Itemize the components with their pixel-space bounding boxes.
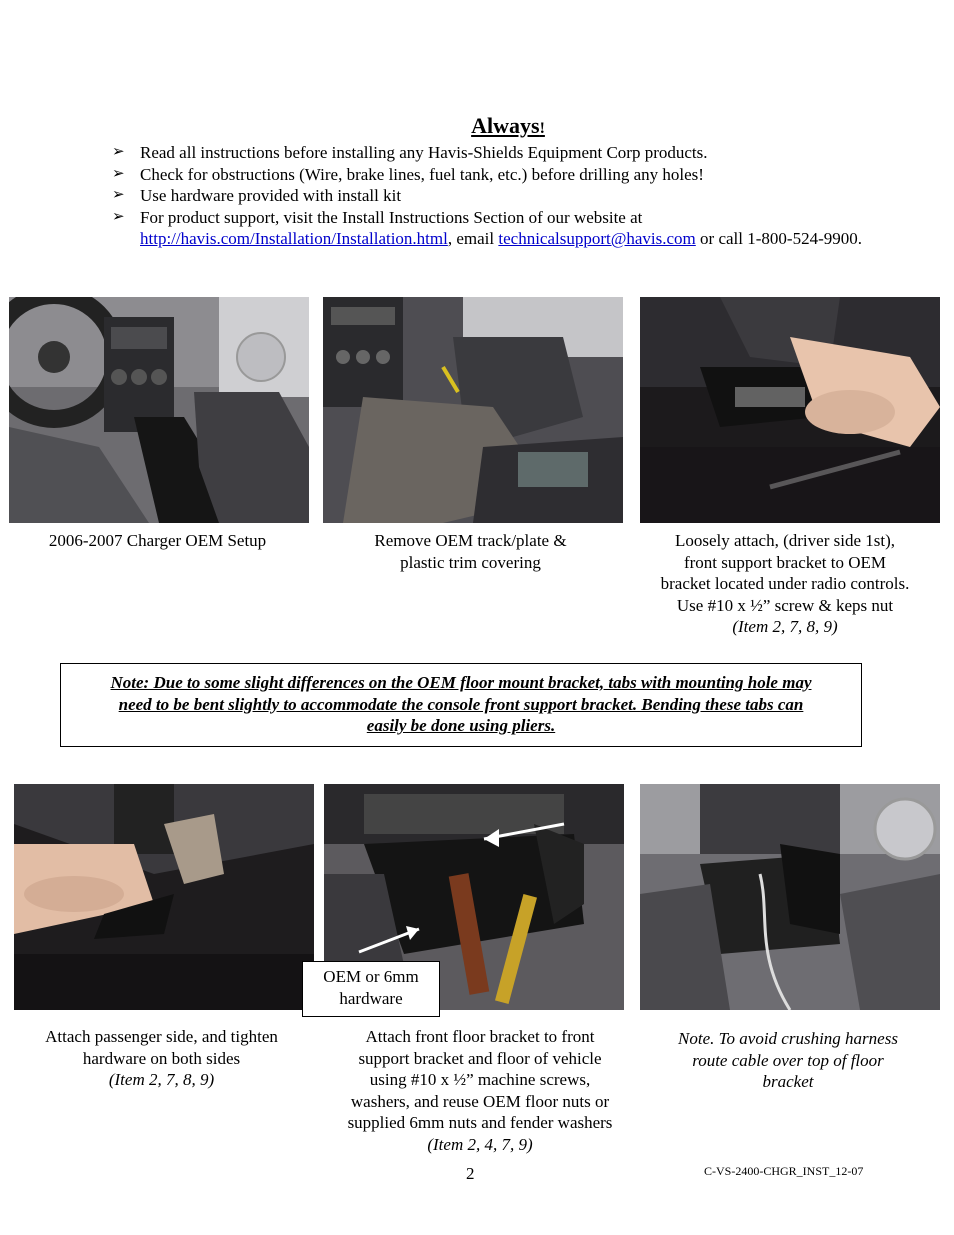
caption-passenger-side: Attach passenger side, and tighten hardware on both sides (Item 2, 7, 8, 9) (45, 1027, 278, 1089)
arrow-bullet-icon: ➢ (112, 165, 125, 182)
arrow-bullet-icon: ➢ (112, 208, 125, 225)
bullet-item: ➢ Check for obstructions (Wire, brake lines, fuel tank, etc.) before drilling any holes! (112, 164, 704, 184)
arrow-bullet-icon: ➢ (112, 187, 125, 203)
caption-attach-bracket: Loosely attach, (driver side 1st), front support bracket to OEM bracket located under radio controls. Use #10 x ½” screw & keps nut (Item 2, 7, 8, 9) (660, 531, 910, 636)
instruction-bullets (112, 142, 872, 250)
caption-cable-route: Note. To avoid crushing harness route cable over top of floor bracket (678, 1029, 898, 1091)
hardware-callout: OEM or 6mm hardware (302, 961, 440, 1017)
photo-cable-route (640, 784, 940, 1010)
page-number: 2 (466, 1164, 475, 1183)
page-heading: Always! (471, 113, 545, 138)
photo-oem-setup (9, 297, 309, 523)
bullet-item: ➢ Use hardware provided with install kit (112, 186, 402, 205)
installation-link[interactable]: http://havis.com/Installation/Installation.html (140, 229, 448, 248)
photo-attach-bracket (640, 297, 940, 523)
photo-passenger-side (14, 784, 314, 1010)
bullet-item-support: ➢ For product support, visit the Install Instructions Section of our website at http://havis.com/Installation/Installation.html, email technicalsupport@havis.com or call 1-800-524-9900. (112, 207, 862, 248)
note-box: Note: Due to some slight differences on the OEM floor mount bracket, tabs with mounting hole may need to be bent slightly to accommodate the console front support bracket. Bending these tabs can easily be done using pliers. (60, 663, 862, 747)
support-email-link[interactable]: technicalsupport@havis.com (498, 229, 696, 248)
caption-remove-track: Remove OEM track/plate & plastic trim covering (374, 531, 567, 572)
bullet-item: ➢ Read all instructions before installing any Havis-Shields Equipment Corp products. (112, 143, 708, 162)
arrow-bullet-icon: ➢ (112, 144, 125, 160)
document-code: C-VS-2400-CHGR_INST_12-07 (704, 1164, 864, 1178)
caption-oem-setup: 2006-2007 Charger OEM Setup (48, 531, 267, 550)
caption-front-floor-bracket: Attach front floor bracket to front support bracket and floor of vehicle using #10 x ½” machine screws, washers, and reuse OEM floor nuts or supplied 6mm nuts and fender washers (Item 2, 4, 7, 9) (347, 1027, 613, 1154)
photo-remove-track (323, 297, 623, 523)
